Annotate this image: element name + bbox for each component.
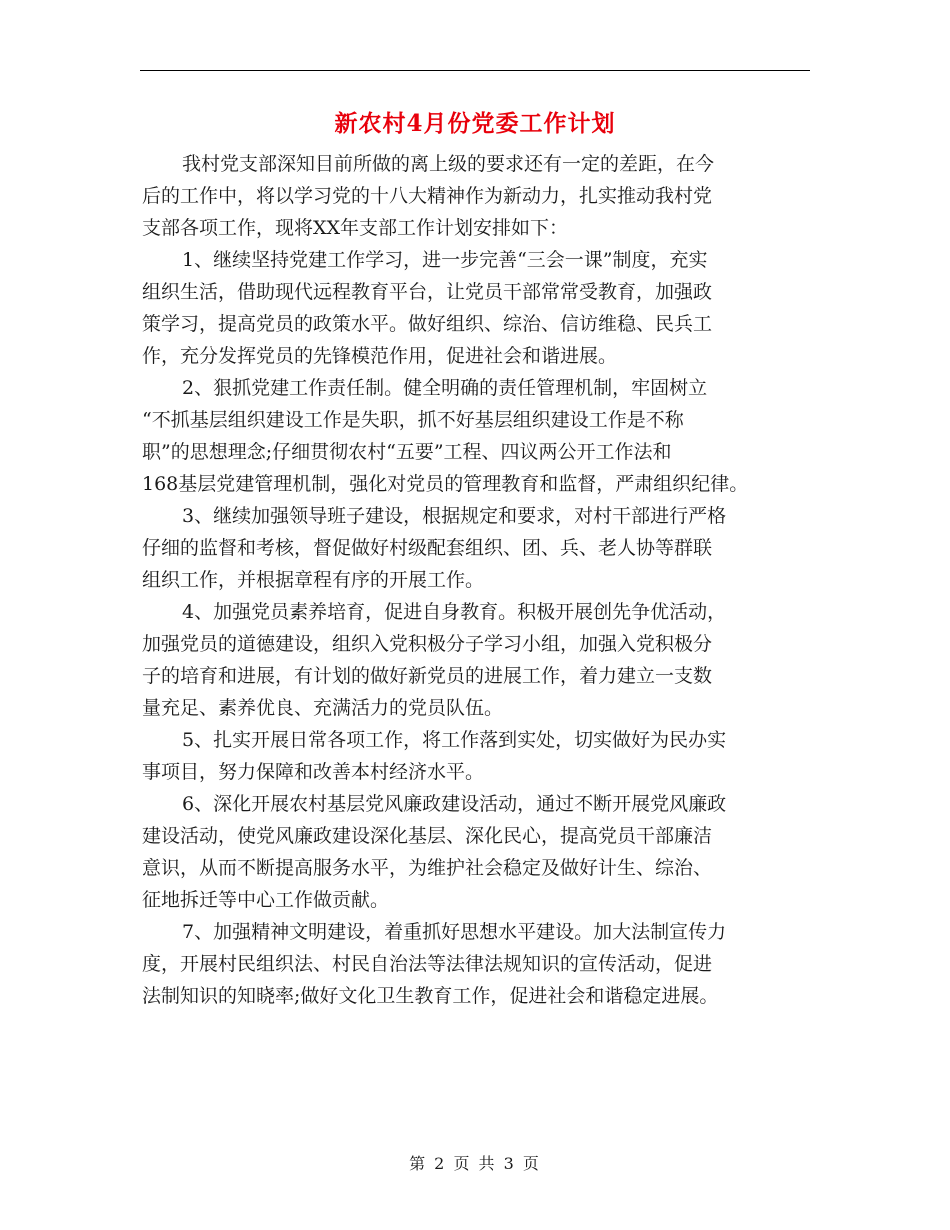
page-number-footer: 第 2 页 共 3 页 bbox=[409, 1154, 541, 1173]
text-line: 作，充分发挥党员的先锋模范作用，促进社会和谐进展。 bbox=[142, 345, 618, 367]
text-line: 征地拆迁等中心工作做贡献。 bbox=[142, 889, 390, 911]
text-line: 5、扎实开展日常各项工作，将工作落到实处，切实做好为民办实 bbox=[182, 729, 727, 751]
text-line: 意识，从而不断提高服务水平，为维护社会稳定及做好计生、综治、 bbox=[142, 857, 713, 879]
header-rule bbox=[140, 70, 810, 71]
text-line: 法制知识的知晓率;做好文化卫生教育工作，促进社会和谐稳定进展。 bbox=[142, 985, 719, 1007]
paragraph-item-5 bbox=[142, 724, 812, 788]
text-line: 4、加强党员素养培育，促进自身教育。积极开展创先争优活动， bbox=[182, 601, 727, 623]
paragraph-item-3 bbox=[142, 500, 812, 596]
text-line: 2、狠抓党建工作责任制。健全明确的责任管理机制，牢固树立 bbox=[182, 377, 708, 399]
paragraph-item-4 bbox=[142, 596, 812, 724]
paragraph-item-2 bbox=[142, 372, 812, 500]
text-line: 组织生活，借助现代远程教育平台，让党员干部常常受教育，加强政 bbox=[142, 281, 713, 303]
text-line: 度，开展村民组织法、村民自治法等法律法规知识的宣传活动，促进 bbox=[142, 953, 713, 975]
paragraph-item-7 bbox=[142, 916, 812, 1012]
text-line: 子的培育和进展，有计划的做好新党员的进展工作，着力建立一支数 bbox=[142, 665, 713, 687]
text-line: 职”的思想理念;仔细贯彻农村“五要”工程、四议两公开工作法和 bbox=[142, 441, 672, 463]
text-line: 量充足、素养优良、充满活力的党员队伍。 bbox=[142, 697, 504, 719]
text-line: 组织工作，并根据章程有序的开展工作。 bbox=[142, 569, 485, 591]
text-line: 我村党支部深知目前所做的离上级的要求还有一定的差距，在今 bbox=[182, 153, 715, 175]
text-line: 1、继续坚持党建工作学习，进一步完善“三会一课”制度，充实 bbox=[182, 249, 708, 271]
text-line: 策学习，提高党员的政策水平。做好组织、综治、信访维稳、民兵工 bbox=[142, 313, 713, 335]
text-line: 加强党员的道德建设，组织入党积极分子学习小组，加强入党积极分 bbox=[142, 633, 713, 655]
text-line: 168基层党建管理机制，强化对党员的管理教育和监督，严肃组织纪律。 bbox=[142, 473, 749, 495]
text-line: “不抓基层组织建设工作是失职，抓不好基层组织建设工作是不称 bbox=[142, 409, 684, 431]
text-line: 支部各项工作，现将XX年支部工作计划安排如下： bbox=[142, 217, 569, 239]
document-title: 新农村4月份党委工作计划 bbox=[334, 110, 616, 137]
text-line: 6、深化开展农村基层党风廉政建设活动，通过不断开展党风廉政 bbox=[182, 793, 727, 815]
text-line: 事项目，努力保障和改善本村经济水平。 bbox=[142, 761, 485, 783]
text-line: 后的工作中，将以学习党的十八大精神作为新动力，扎实推动我村党 bbox=[142, 185, 713, 207]
paragraph-item-1 bbox=[142, 244, 812, 372]
text-line: 仔细的监督和考核，督促做好村级配套组织、团、兵、老人协等群联 bbox=[142, 537, 713, 559]
text-line: 7、加强精神文明建设，着重抓好思想水平建设。加大法制宣传力 bbox=[182, 921, 727, 943]
document-body bbox=[142, 148, 812, 1012]
text-line: 3、继续加强领导班子建设，根据规定和要求，对村干部进行严格 bbox=[182, 505, 727, 527]
paragraph-intro bbox=[142, 148, 812, 244]
paragraph-item-6 bbox=[142, 788, 812, 916]
text-line: 建设活动，使党风廉政建设深化基层、深化民心，提高党员干部廉洁 bbox=[142, 825, 713, 847]
